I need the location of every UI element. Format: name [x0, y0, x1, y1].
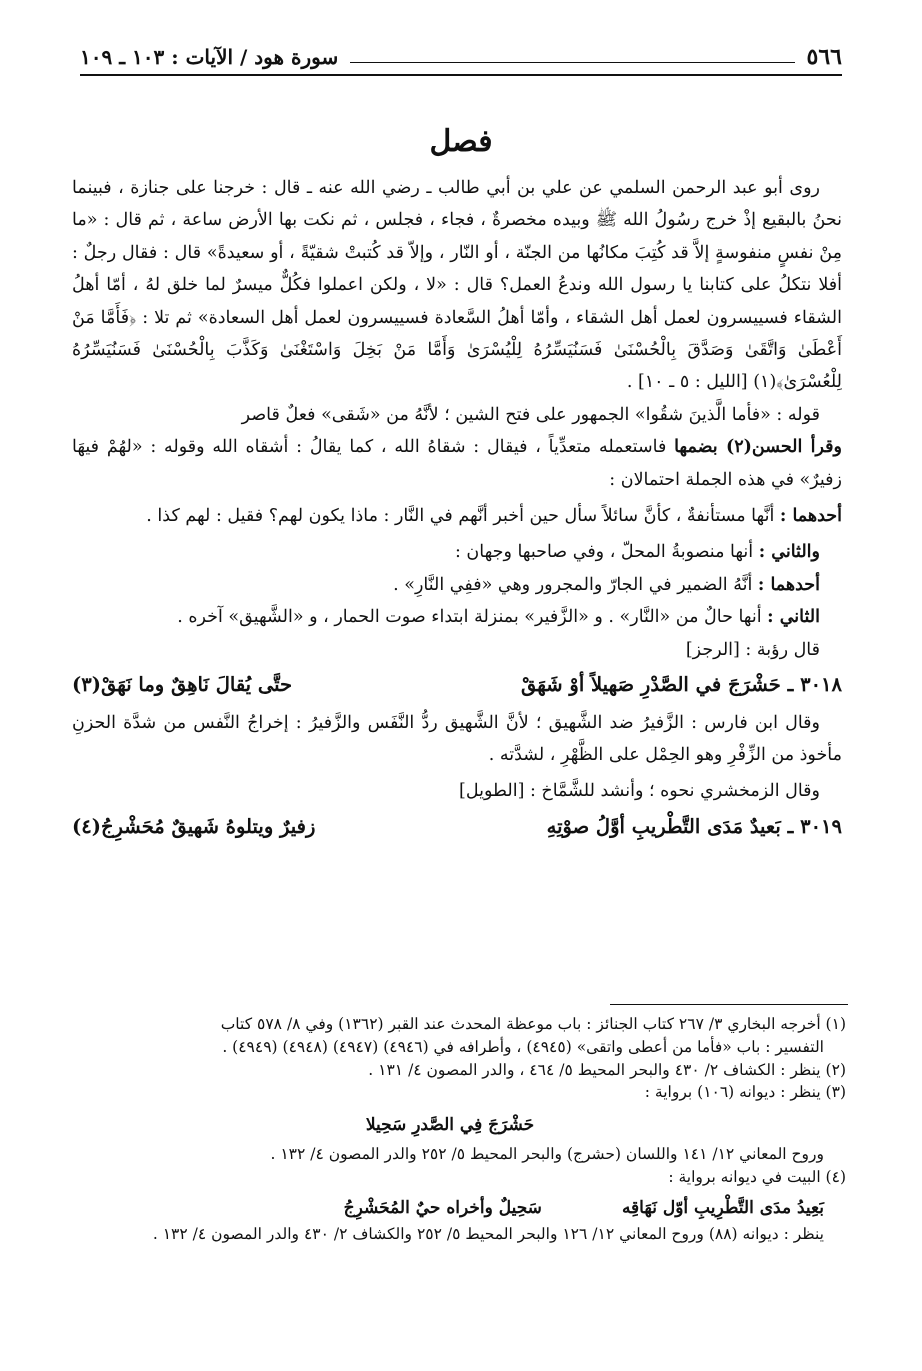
verse-3019-first-half — [547, 811, 842, 843]
paragraph-rajaz-intro: قال رؤبة : [الرجز] — [685, 639, 820, 660]
main-text — [72, 172, 842, 848]
second-option-label: والثاني : — [758, 542, 820, 563]
paragraph-reading: قوله : «فأما الَّذينَ شقُوا» الجمهور على فتح الشين ؛ لأنَّهُ من «شَقى» فعلٌ قاصر — [241, 404, 820, 425]
page-number: ٥٦٦ — [806, 44, 842, 70]
footnote-4-continued: ينظر : ديوانه (٨٨) وروح المعاني ١٢/ ١٢٦ والبحر المحيط ٥/ ٢٥٢ والكشاف ٢/ ٤٣٠ والدر المصون ٤/ ١٣٢ . — [152, 1225, 824, 1244]
paragraph-second-option — [72, 536, 842, 568]
verse-3018-number: ٣٠١٨ ـ — [787, 673, 842, 697]
paragraph-hadith: روى أبو عبد الرحمن السلمي عن علي بن أبي طالب ـ رضي الله عنه ـ قال : خرجنا على جنازة ، فبينما نحنُ بالبقيع إذْ خرج رسُولُ الله ﷺ وبيده مخصرةٌ ، فجاء ، فجلس ، ثم نكت بها الأرض ساعة ، ثم قال : «ما مِنْ نفسٍ منفوسةٍ إلاَّ قد كُتِبَ مكانُها من الجنّة ، أو النّار ، وإلاّ قد كُتبتْ شقيّةً ، أو سعيدةً» قال : فقال رجلٌ : أفلا نتكلُ على كتابنا يا رسول الله وندعُ العمل؟ قال : «لا ، ولكن اعملوا فكُلٌّ ميسرٌ لما خلق لهُ ، أمّا أهلُ الشقاء فسييسرون لعمل أهل الشقاء ، وأمّا أهلُ السَّعادة فسييسرون لعمل أهل السعادة» ثم تلا : ﴿فَأَمَّا مَنْ أَعْطَىٰ وَاتَّقَىٰ وَصَدَّقَ بِالْحُسْنَىٰ فَسَنُيَسِّرُهُ لِلْيُسْرَىٰ وَأَمَّا مَنْ بَخِلَ وَاسْتَغْنَىٰ وَكَذَّبَ بِالْحُسْنَىٰ فَسَنُيَسِّرُهُ لِلْعُسْرَىٰ﴾(١) [الليل : ٥ ـ ١٠] . — [72, 178, 842, 393]
footnote-2: (٢) ينظر : الكشاف ٢/ ٤٣٠ والبحر المحيط ٥/ ٤٦٤ ، والدر المصون ٤/ ١٣١ . — [368, 1060, 846, 1079]
footnote-3-verse: حَشْرَجَ فِي الصَّدرِ سَحِيلا — [365, 1115, 535, 1136]
footnote-1-continued: التفسير : باب «فأما من أعطى واتقى» (٤٩٤٥) ، وأطرافه في (٤٩٤٦) (٤٩٤٧) (٤٩٤٨) (٤٩٤٩) . — [222, 1037, 824, 1056]
hasan-reading-text: فاستعمله متعدِّياً ، فيقال : شقاهُ الله ، كما يقالُ : أشقاه الله وقوله : «لهُمْ فيهَا زفيرٌ» في هذه الجملة احتمالان : — [72, 437, 842, 490]
aspect-two-text: أنها حالٌ من «النَّار» . و «الزَّفير» بمنزلة ابتداء صوت الحمار ، و «الشَّهيق» آخره . — [177, 607, 768, 628]
paragraph-aspect-one — [72, 569, 842, 601]
paragraph-ibn-faris: وقال ابن فارس : الزَّفيرُ ضد الشَّهيق ؛ لأنَّ الشَّهيق ردُّ النَّفَس والزَّفيرُ : إخراجُ النَّفس من شدَّة الحزنِ مأخوذ من الزِّفْرِ وهو الحِمْل على الظَّهْرِ ، لشدَّته . — [72, 712, 842, 765]
header-rule — [350, 62, 794, 63]
footnotes — [76, 1013, 846, 1246]
aspect-two-label: الثاني : — [767, 607, 820, 628]
paragraph-first-option — [72, 500, 842, 532]
footnote-4-verse — [76, 1197, 846, 1220]
aspect-one-label: أحدهما : — [757, 574, 820, 595]
footnote-1: (١) أخرجه البخاري ٣/ ٢٦٧ كتاب الجنائز : باب موعظة المحدث عند القبر (١٣٦٢) وفي ٨/ ٥٧٨ كتاب — [220, 1015, 846, 1033]
paragraph-hasan — [72, 431, 842, 496]
verse-3018 — [72, 669, 842, 701]
first-option-text: أنَّها مستأنفةٌ ، كأنَّ سائلاً سأل حين أخبر أنَّهم في النَّار : ماذا يكون لهم؟ فقيل : لهم كذا . — [146, 506, 780, 527]
verse-3018-second-half: حتَّى يُقالَ نَاهِقٌ وما نَهَقْ(٣) — [72, 673, 293, 697]
verse-3019-second-half: زفيرٌ ويتلوهُ شَهيقٌ مُحَشْرِجُ(٤) — [72, 814, 316, 838]
aspect-one-text: أنَّهُ الضمير في الجارّ والمجرور وهي «ففِي النَّارِ» . — [393, 574, 758, 595]
verse-3019-number: ٣٠١٩ ـ — [787, 814, 842, 838]
footnote-4-verse-second-half: سَحِيلٌ وأخراه حيٌ المُحَشْرِجُ — [343, 1197, 542, 1218]
verse-3019 — [72, 811, 842, 843]
verse-3019-sadr: بَعيدٌ مَدَى التَّطْريبِ أوَّلُ صوْتِهِ — [546, 814, 781, 838]
footnote-3-continued: وروح المعاني ١٢/ ١٤١ واللسان (حشرج) والبحر المحيط ٥/ ٢٥٢ والدر المصون ٤/ ١٣٢ . — [270, 1144, 824, 1163]
paragraph-aspect-two — [72, 601, 842, 633]
first-option-label: أحدهما : — [779, 506, 842, 527]
running-head — [80, 40, 842, 76]
footnote-4: (٤) البيت في ديوانه برواية : — [668, 1167, 846, 1186]
verse-3018-first-half — [521, 669, 842, 701]
paragraph-zamakhshari: وقال الزمخشري نحوه ؛ وأنشد للشَّمَّاخ : [الطويل] — [459, 781, 820, 802]
hasan-reading-label: وقرأ الحسن(٢) بضمها — [674, 437, 842, 458]
surah-heading: سورة هود / الآيات : ١٠٣ ـ ١٠٩ — [80, 45, 339, 69]
second-option-text: أنها منصوبةُ المحلّ ، وفي صاحبها وجهان : — [454, 542, 759, 563]
verse-3018-sadr: حَشْرَجَ في الصَّدْرِ صَهيلاً أوْ شَهَقْ — [521, 673, 781, 697]
footnote-4-verse-first-half: بَعِيدُ مدَى التَّطْرِيبِ أوّل نَهَاقِه — [621, 1197, 824, 1218]
chapter-title: فصل — [429, 124, 493, 159]
footnote-3: (٣) ينظر : ديوانه (١٠٦) برواية : — [644, 1083, 846, 1102]
footnote-separator — [610, 1004, 848, 1005]
